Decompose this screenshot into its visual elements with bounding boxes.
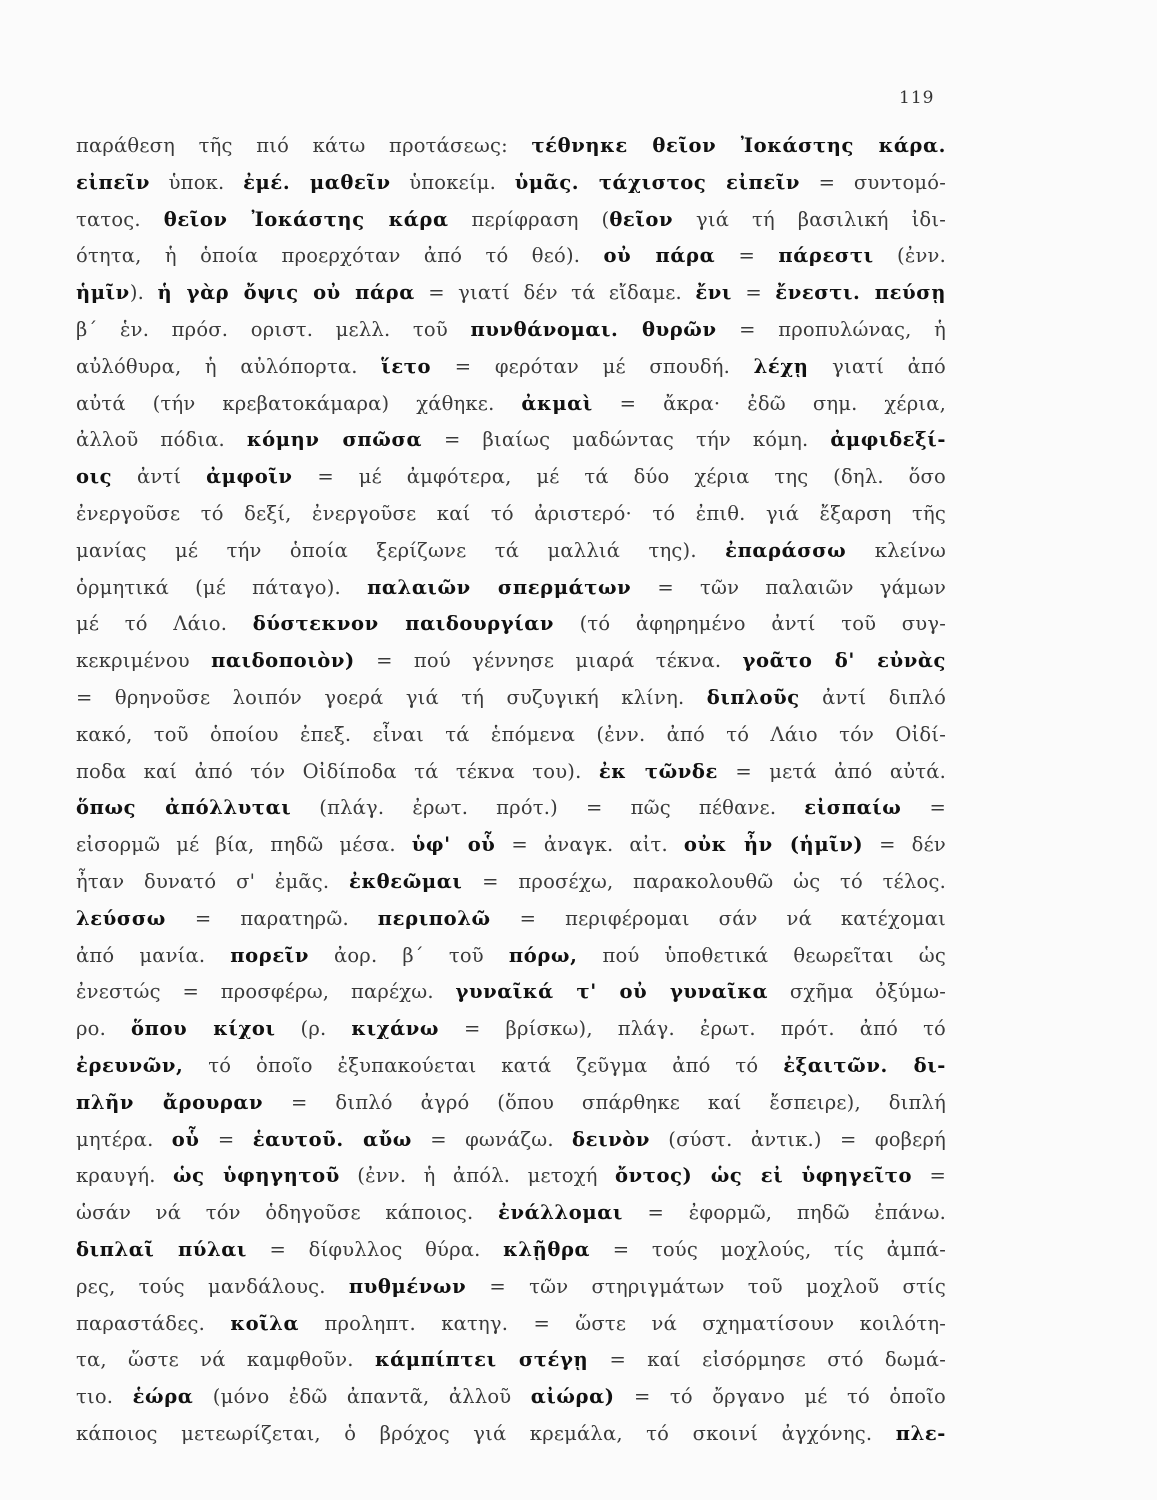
text-line — [76, 827, 946, 864]
text-line — [76, 1011, 946, 1048]
lemma-term: ἔνι — [695, 281, 732, 305]
lemma-term: λέχῃ — [753, 354, 809, 378]
lemma-term: οις — [76, 465, 113, 489]
gloss-text: ὑποκ. — [149, 170, 244, 194]
gloss-text: κλείνω — [846, 538, 946, 562]
gloss-text: = ἄκρα· ἐδῶ σημ. χέρια, — [592, 391, 946, 415]
lemma-term: κοῖλα — [230, 1311, 300, 1335]
text-line — [76, 938, 946, 975]
gloss-text: κραυγή. — [76, 1164, 173, 1188]
lemma-term: ἐκθεῶμαι — [349, 869, 463, 893]
lemma-term: οὐ πάρα — [603, 244, 716, 268]
gloss-text: = — [199, 1127, 253, 1151]
gloss-text: = τῶν στηριγμάτων τοῦ μοχλοῦ στίς — [466, 1274, 946, 1298]
lemma-term: ἡμῖν — [76, 281, 130, 305]
lemma-term: ἐξαιτῶν. δι- — [783, 1053, 946, 1077]
text-line — [76, 606, 946, 643]
gloss-text: (πλάγ. ἐρωτ. πρότ.) = πῶς πέθανε. — [291, 796, 805, 820]
gloss-text: ). — [129, 281, 158, 305]
gloss-text: (σύστ. ἀντικ.) = φοβερή — [650, 1127, 946, 1151]
lemma-term: ὅπου κίχοι — [131, 1017, 276, 1041]
text-line — [76, 790, 946, 827]
gloss-text: ἀντί — [112, 465, 207, 489]
gloss-text: ἀντί διπλό — [799, 685, 947, 709]
gloss-text: = προπυλώνας, ἡ — [716, 317, 946, 341]
gloss-text: ρες, τούς μανδάλους. — [76, 1274, 349, 1298]
lemma-term: ἔνεστι. πεύσῃ — [775, 281, 947, 305]
lemma-term: ὅπως ἀπόλλυται — [76, 796, 292, 820]
gloss-text: αὐτά (τήν κρεβατοκάμαρα) χάθηκε. — [76, 391, 522, 415]
lemma-term: εἰπεῖν — [76, 170, 150, 194]
gloss-text: ἀπό μανία. — [76, 943, 231, 967]
gloss-text: = φωνάζω. — [411, 1127, 573, 1151]
lemma-term: κόμην σπῶσα — [246, 428, 423, 452]
gloss-text: προληπτ. κατηγ. = ὥστε νά σχηματίσουν κοιλότη- — [299, 1311, 946, 1335]
lemma-term: παιδοποιὸν) — [211, 649, 355, 673]
text-line — [76, 1269, 946, 1306]
gloss-text: = ἀναγκ. αἰτ. — [495, 833, 684, 857]
gloss-text: = προσέχω, παρακολουθῶ ὡς τό τέλος. — [462, 869, 946, 893]
text-line — [76, 754, 946, 791]
gloss-text: = δέν — [863, 833, 946, 857]
gloss-text: (τό ἀφηρημένο ἀντί τοῦ συγ- — [553, 612, 946, 636]
gloss-text: = συντομό- — [800, 170, 946, 194]
lemma-term: πλῆν ἄρουραν — [76, 1090, 264, 1114]
gloss-text: τατος. — [76, 207, 164, 231]
gloss-text: = βιαίως μαδώντας τήν κόμη. — [422, 428, 831, 452]
gloss-text: = καί εἰσόρμησε στό δωμά- — [588, 1348, 946, 1372]
gloss-text: κάποιος μετεωρίζεται, ὁ βρόχος γιά κρεμάλα, τό σκοινί ἀγχόνης. — [76, 1421, 896, 1445]
text-line — [76, 864, 946, 901]
gloss-text: ὡσάν νά τόν ὁδηγοῦσε κάποιος. — [76, 1201, 499, 1225]
commentary-text — [76, 128, 946, 1453]
gloss-text: = βρίσκω), πλάγ. ἐρωτ. πρότ. ἀπό τό — [439, 1017, 946, 1041]
lemma-term: ἡ γὰρ ὄψις οὐ πάρα — [157, 281, 415, 305]
lemma-term: πόρω, — [508, 943, 578, 967]
lemma-term: ἑώρα — [132, 1385, 194, 1409]
text-line — [76, 1379, 946, 1416]
lemma-term: ἀκμαὶ — [521, 391, 593, 415]
text-line — [76, 128, 946, 165]
text-line — [76, 533, 946, 570]
gloss-text: εἰσορμῶ μέ βία, πηδῶ μέσα. — [76, 833, 412, 857]
gloss-text: (ρ. — [275, 1017, 352, 1041]
gloss-text: ότητα, ἡ ὁποία προερχόταν ἀπό τό θεό). — [76, 244, 604, 268]
lemma-term: πάρεστι — [778, 244, 874, 268]
gloss-text: β΄ ἑν. πρόσ. οριστ. μελλ. τοῦ — [76, 317, 471, 341]
text-line — [76, 386, 946, 423]
lemma-term: πυνθάνομαι. θυρῶν — [470, 317, 717, 341]
lemma-term: ἐμέ. μαθεῖν — [243, 170, 391, 194]
gloss-text: κεκριμένου — [76, 649, 212, 673]
lemma-term: γυναῖκά τ' οὐ γυναῖκα — [455, 980, 769, 1004]
text-line — [76, 312, 946, 349]
text-line — [76, 1158, 946, 1195]
text-line — [76, 680, 946, 717]
gloss-text: ποδα καί ἀπό τόν Οἰδίποδα τά τέκνα του). — [76, 759, 599, 783]
text-line — [76, 1306, 946, 1343]
text-line — [76, 570, 946, 607]
text-line — [76, 1232, 946, 1269]
lemma-term: ἀμφοῖν — [206, 465, 293, 489]
gloss-text: = φερόταν μέ σπουδή. — [431, 354, 754, 378]
lemma-term: κάμπίπτει στέγῃ — [374, 1348, 589, 1372]
gloss-text: (μόνο ἐδῶ ἀπαντᾶ, ἀλλοῦ — [193, 1385, 531, 1409]
text-line — [76, 717, 946, 754]
lemma-term: θεῖον Ἰοκάστης κάρα — [163, 207, 449, 231]
lemma-term: ὑφ' οὗ — [411, 833, 496, 857]
gloss-text: = δίφυλλος θύρα. — [246, 1237, 504, 1261]
gloss-text: = πού γέννησε μιαρά τέκνα. — [354, 649, 743, 673]
page-number: 119 — [899, 88, 935, 108]
lemma-term: ὄντος) ὡς εἰ ὑφηγεῖτο — [615, 1164, 913, 1188]
text-line — [76, 496, 946, 533]
text-line — [76, 459, 946, 496]
gloss-text: = παρατηρῶ. — [165, 906, 378, 930]
lemma-term: ἐνάλλομαι — [498, 1201, 623, 1225]
gloss-text: ἦταν δυνατό σ' ἐμᾶς. — [76, 869, 349, 893]
gloss-text: = μετά ἀπό αὐτά. — [717, 759, 946, 783]
gloss-text: τα, ὥστε νά καμφθοῦν. — [76, 1348, 375, 1372]
gloss-text: αὐλόθυρα, ἡ αὐλόπορτα. — [76, 354, 382, 378]
text-line — [76, 1085, 946, 1122]
lemma-term: εἰσπαίω — [804, 796, 902, 820]
lemma-term: τέθνηκε θεῖον Ἰοκάστης κάρα. — [531, 134, 946, 157]
gloss-text: = γιατί δέν τά εἴδαμε. — [414, 281, 696, 305]
text-line — [76, 202, 946, 239]
gloss-text: (ἐνν. — [873, 244, 946, 268]
gloss-text: = περιφέρομαι σάν νά κατέχομαι — [490, 906, 947, 930]
gloss-text: ρο. — [76, 1017, 132, 1041]
lemma-term: κιχάνω — [351, 1017, 440, 1041]
lemma-term: ἐρευνῶν, — [76, 1053, 184, 1077]
gloss-text: μανίας μέ τήν ὁποία ξερίζωνε τά μαλλιά της). — [76, 538, 726, 562]
gloss-text: = τούς μοχλούς, τίς ἀμπά- — [590, 1237, 946, 1261]
text-line — [76, 1195, 946, 1232]
text-line — [76, 901, 946, 938]
gloss-text: πού ὑποθετικά θεωρεῖται ὡς — [577, 943, 947, 967]
gloss-text: παραστάδες. — [76, 1311, 231, 1335]
lemma-term: πλε- — [895, 1421, 946, 1445]
lemma-term: ἐκ τῶνδε — [598, 759, 718, 783]
lemma-term: περιπολῶ — [377, 906, 491, 930]
lemma-term: ἑαυτοῦ. αὔω — [252, 1127, 412, 1151]
lemma-term: αἰώρα) — [530, 1385, 615, 1409]
gloss-text: ὁρμητικά (μέ πάταγο). — [76, 575, 368, 599]
text-line — [76, 238, 946, 275]
text-line — [76, 349, 946, 386]
text-line — [76, 974, 946, 1011]
text-line — [76, 643, 946, 680]
lemma-term: ἐπαράσσω — [725, 538, 847, 562]
gloss-text: ἀλλοῦ πόδια. — [76, 428, 247, 452]
gloss-text: ἀορ. β΄ τοῦ — [308, 943, 509, 967]
gloss-text: = — [912, 1164, 947, 1188]
lemma-term: ἵετο — [381, 354, 432, 378]
gloss-text: = — [901, 796, 946, 820]
gloss-text: (ἐνν. ἡ ἀπόλ. μετοχή — [339, 1164, 615, 1188]
gloss-text: = τῶν παλαιῶν γάμων — [631, 575, 947, 599]
gloss-text: = — [731, 281, 776, 305]
gloss-text: ἐνεστώς = προσφέρω, παρέχω. — [76, 980, 456, 1004]
lemma-term: οὐκ ἦν (ἡμῖν) — [683, 833, 864, 857]
text-line — [76, 165, 946, 202]
gloss-text: = ἐφορμῶ, πηδῶ ἐπάνω. — [622, 1201, 947, 1225]
gloss-text: παράθεση τῆς πιό κάτω προτάσεως: — [76, 134, 532, 157]
gloss-text: = — [715, 244, 779, 268]
text-line — [76, 275, 946, 312]
gloss-text: ἐνεργοῦσε τό δεξί, ἐνεργοῦσε καί τό ἀριστερό· τό ἐπιθ. γιά ἔξαρση τῆς — [76, 501, 946, 525]
lemma-term: ἀμφιδεξί- — [830, 428, 947, 452]
lemma-term: θεῖον — [609, 207, 674, 231]
lemma-term: γοᾶτο δ' εὐνὰς — [742, 649, 946, 673]
lemma-term: οὗ — [171, 1127, 200, 1151]
text-line — [76, 1122, 946, 1159]
lemma-term: κλῇθρα — [503, 1237, 591, 1261]
text-line — [76, 1416, 946, 1453]
lemma-term: διπλοῦς — [706, 685, 800, 709]
gloss-text: γιατί ἀπό — [808, 354, 946, 378]
lemma-term: παλαιῶν σπερμάτων — [367, 575, 632, 599]
lemma-term: λεύσσω — [76, 906, 166, 930]
lemma-term: ὑμᾶς. τάχιστος εἰπεῖν — [514, 170, 801, 194]
gloss-text: = θρηνοῦσε λοιπόν γοερά γιά τή συζυγική κλίνη. — [76, 685, 707, 709]
gloss-text: = μέ ἀμφότερα, μέ τά δύο χέρια της (δηλ. ὅσο — [292, 465, 946, 489]
gloss-text: μητέρα. — [76, 1127, 172, 1151]
lemma-term: ὡς ὑφηγητοῦ — [173, 1164, 340, 1188]
gloss-text: γιά τή βασιλική ἰδι- — [673, 207, 947, 231]
lemma-term: διπλαῖ πύλαι — [76, 1237, 247, 1261]
gloss-text: σχῆμα ὀξύμω- — [768, 980, 946, 1004]
text-line — [76, 422, 946, 459]
lemma-term: πορεῖν — [230, 943, 309, 967]
text-line — [76, 1342, 946, 1379]
gloss-text: περίφραση ( — [448, 207, 610, 231]
gloss-text: τό ὁποῖο ἐξυπακούεται κατά ζεῦγμα ἀπό τό — [183, 1053, 784, 1077]
gloss-text: = διπλό ἀγρό (ὅπου σπάρθηκε καί ἔσπειρε), διπλή — [263, 1090, 946, 1114]
lemma-term: δεινὸν — [572, 1127, 650, 1151]
gloss-text: = τό ὄργανο μέ τό ὁποῖο — [614, 1385, 947, 1409]
gloss-text: ὑποκείμ. — [390, 170, 515, 194]
gloss-text: μέ τό Λάιο. — [76, 612, 253, 636]
gloss-text: τιο. — [76, 1385, 133, 1409]
text-line — [76, 1048, 946, 1085]
gloss-text: κακό, τοῦ ὁποίου ἐπεξ. εἶναι τά ἑπόμενα (ἐνν. ἀπό τό Λάιο τόν Οἰδί- — [76, 722, 946, 746]
lemma-term: δύστεκνον παιδουργίαν — [252, 612, 554, 636]
lemma-term: πυθμένων — [348, 1274, 467, 1298]
